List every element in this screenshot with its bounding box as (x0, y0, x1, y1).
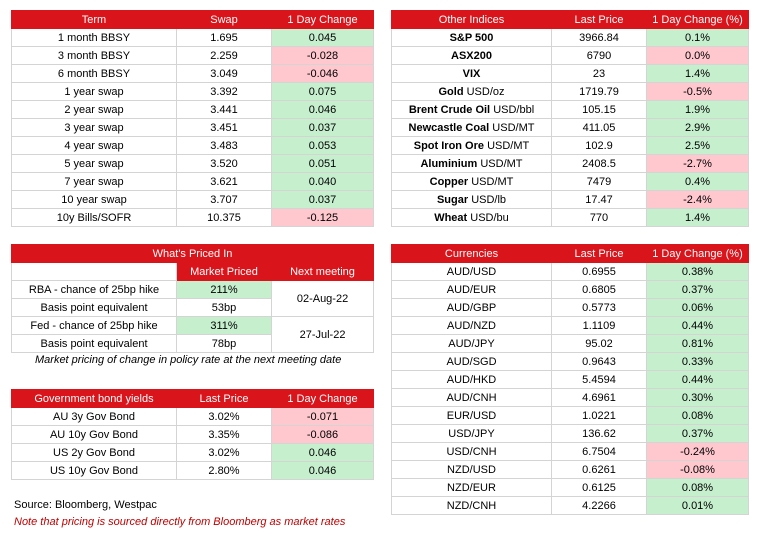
table-row (392, 371, 749, 389)
table-row (12, 29, 374, 47)
priced-value: 311% (177, 317, 272, 335)
currency-price: 0.9643 (552, 353, 647, 371)
index-name (392, 155, 552, 173)
index-price: 6790 (552, 47, 647, 65)
priced-meeting-date: 02-Aug-22 (272, 281, 374, 317)
swap-change: 0.046 (272, 101, 374, 119)
index-change: 1.4% (647, 65, 749, 83)
index-change: 2.5% (647, 137, 749, 155)
indices-table (391, 10, 749, 227)
index-change: 2.9% (647, 119, 749, 137)
bond-price: 2.80% (177, 462, 272, 480)
index-label: Newcastle Coal (408, 121, 490, 134)
index-name (392, 137, 552, 155)
bond-name: AU 10y Gov Bond (12, 426, 177, 444)
swap-value: 3.520 (177, 155, 272, 173)
index-change: -2.4% (647, 191, 749, 209)
index-change: 1.9% (647, 101, 749, 119)
priced-value: 53bp (177, 299, 272, 317)
bond-header-name: Government bond yields (12, 390, 177, 408)
priced-title: What's Priced In (12, 245, 374, 263)
index-name (392, 119, 552, 137)
currency-price: 0.6125 (552, 479, 647, 497)
swap-term: 4 year swap (12, 137, 177, 155)
bond-header-price: Last Price (177, 390, 272, 408)
currency-pair: NZD/EUR (392, 479, 552, 497)
table-row (12, 191, 374, 209)
index-label: Copper (429, 175, 469, 188)
index-name (392, 191, 552, 209)
table-row (392, 317, 749, 335)
indices-header-change: 1 Day Change (%) (647, 11, 749, 29)
bond-name: US 2y Gov Bond (12, 444, 177, 462)
currency-pair: USD/JPY (392, 425, 552, 443)
currency-price: 0.5773 (552, 299, 647, 317)
swap-term: 5 year swap (12, 155, 177, 173)
index-name (392, 173, 552, 191)
index-unit: USD/MT (471, 175, 514, 188)
currencies-table (391, 244, 749, 515)
swap-change: 0.051 (272, 155, 374, 173)
currency-change: 0.08% (647, 407, 749, 425)
swap-value: 3.451 (177, 119, 272, 137)
priced-value: 211% (177, 281, 272, 299)
index-change: 0.4% (647, 173, 749, 191)
currency-change: 0.33% (647, 353, 749, 371)
swap-value: 1.695 (177, 29, 272, 47)
table-row (392, 353, 749, 371)
currency-pair: NZD/USD (392, 461, 552, 479)
index-name (392, 29, 552, 47)
index-label: Sugar (436, 193, 469, 206)
index-name (392, 101, 552, 119)
swap-header-change: 1 Day Change (272, 11, 374, 29)
currency-price: 4.6961 (552, 389, 647, 407)
table-row (392, 497, 749, 515)
index-label: Brent Crude Oil (408, 103, 491, 116)
table-row (392, 443, 749, 461)
index-label: Spot Iron Ore (413, 139, 485, 152)
index-change: 0.1% (647, 29, 749, 47)
table-row (392, 83, 749, 101)
priced-value: 78bp (177, 335, 272, 353)
swap-header-term: Term (12, 11, 177, 29)
swap-table (11, 10, 374, 227)
table-row (392, 263, 749, 281)
bond-header-row (12, 390, 374, 408)
priced-title-row (12, 245, 374, 263)
table-row (392, 101, 749, 119)
currency-pair: EUR/USD (392, 407, 552, 425)
currency-price: 0.6955 (552, 263, 647, 281)
index-price: 770 (552, 209, 647, 227)
index-change: 1.4% (647, 209, 749, 227)
currency-price: 4.2266 (552, 497, 647, 515)
index-price: 411.05 (552, 119, 647, 137)
indices-header-price: Last Price (552, 11, 647, 29)
bond-price: 3.02% (177, 408, 272, 426)
swap-term: 6 month BBSY (12, 65, 177, 83)
currency-pair: AUD/JPY (392, 335, 552, 353)
currency-change: 0.44% (647, 371, 749, 389)
currency-price: 0.6261 (552, 461, 647, 479)
table-row (12, 408, 374, 426)
swap-term: 10y Bills/SOFR (12, 209, 177, 227)
table-row (12, 47, 374, 65)
table-row (392, 299, 749, 317)
bond-change: -0.086 (272, 426, 374, 444)
disclaimer-text: Note that pricing is sourced directly from Bloomberg as market rates (14, 516, 346, 528)
priced-meeting-date: 27-Jul-22 (272, 317, 374, 353)
table-row (12, 444, 374, 462)
table-row (12, 101, 374, 119)
table-row (392, 281, 749, 299)
index-label: VIX (462, 67, 481, 80)
index-unit: USD/MT (487, 139, 530, 152)
currencies-header-row (392, 245, 749, 263)
swap-change: 0.037 (272, 119, 374, 137)
table-row (392, 479, 749, 497)
currency-price: 95.02 (552, 335, 647, 353)
swap-change: -0.125 (272, 209, 374, 227)
indices-header-name: Other Indices (392, 11, 552, 29)
index-unit: USD/bu (470, 211, 509, 224)
currency-pair: USD/CNH (392, 443, 552, 461)
index-unit: USD/oz (466, 85, 505, 98)
table-row (392, 29, 749, 47)
currency-pair: AUD/USD (392, 263, 552, 281)
swap-change: -0.028 (272, 47, 374, 65)
currency-change: 0.37% (647, 281, 749, 299)
table-row (392, 47, 749, 65)
currency-pair: AUD/NZD (392, 317, 552, 335)
currency-change: 0.38% (647, 263, 749, 281)
index-label: ASX200 (451, 49, 492, 62)
currency-change: 0.30% (647, 389, 749, 407)
index-label: S&P 500 (449, 31, 494, 44)
index-change: 0.0% (647, 47, 749, 65)
swap-value: 3.392 (177, 83, 272, 101)
swap-change: -0.046 (272, 65, 374, 83)
currency-pair: AUD/CNH (392, 389, 552, 407)
index-price: 102.9 (552, 137, 647, 155)
table-row (392, 155, 749, 173)
index-price: 3966.84 (552, 29, 647, 47)
currency-pair: AUD/GBP (392, 299, 552, 317)
table-row (392, 425, 749, 443)
priced-label: Fed - chance of 25bp hike (12, 317, 177, 335)
index-price: 105.15 (552, 101, 647, 119)
swap-value: 3.483 (177, 137, 272, 155)
swap-change: 0.040 (272, 173, 374, 191)
index-price: 7479 (552, 173, 647, 191)
swap-header-row (12, 11, 374, 29)
bond-change: -0.071 (272, 408, 374, 426)
priced-label: Basis point equivalent (12, 299, 177, 317)
index-label: Aluminium (420, 157, 478, 170)
table-row (392, 209, 749, 227)
swap-value: 3.441 (177, 101, 272, 119)
priced-in-table (11, 244, 374, 353)
priced-header-blank (12, 263, 177, 281)
index-name (392, 65, 552, 83)
currency-price: 6.7504 (552, 443, 647, 461)
swap-term: 1 year swap (12, 83, 177, 101)
table-row (12, 83, 374, 101)
currency-pair: AUD/HKD (392, 371, 552, 389)
index-label: Wheat (434, 211, 468, 224)
table-row (392, 335, 749, 353)
swap-header-swap: Swap (177, 11, 272, 29)
index-name (392, 209, 552, 227)
table-row (12, 462, 374, 480)
currency-price: 5.4594 (552, 371, 647, 389)
priced-header-market: Market Priced (177, 263, 272, 281)
currency-change: 0.08% (647, 479, 749, 497)
currency-pair: AUD/EUR (392, 281, 552, 299)
index-change: -0.5% (647, 83, 749, 101)
table-row (392, 65, 749, 83)
index-unit: USD/MT (492, 121, 535, 134)
swap-value: 2.259 (177, 47, 272, 65)
swap-term: 2 year swap (12, 101, 177, 119)
bond-name: AU 3y Gov Bond (12, 408, 177, 426)
table-row (392, 119, 749, 137)
swap-term: 3 month BBSY (12, 47, 177, 65)
table-row (392, 389, 749, 407)
index-unit: USD/bbl (493, 103, 535, 116)
table-row (392, 137, 749, 155)
currency-price: 136.62 (552, 425, 647, 443)
table-row (392, 191, 749, 209)
swap-change: 0.075 (272, 83, 374, 101)
bond-name: US 10y Gov Bond (12, 462, 177, 480)
table-row (12, 155, 374, 173)
indices-header-row (392, 11, 749, 29)
swap-term: 1 month BBSY (12, 29, 177, 47)
currency-change: 0.37% (647, 425, 749, 443)
currency-change: 0.06% (647, 299, 749, 317)
index-name (392, 47, 552, 65)
table-row (12, 281, 374, 299)
index-change: -2.7% (647, 155, 749, 173)
currency-change: -0.24% (647, 443, 749, 461)
index-price: 1719.79 (552, 83, 647, 101)
currencies-header-name: Currencies (392, 245, 552, 263)
currency-price: 0.6805 (552, 281, 647, 299)
table-row (392, 461, 749, 479)
table-row (392, 173, 749, 191)
currencies-header-price: Last Price (552, 245, 647, 263)
priced-label: Basis point equivalent (12, 335, 177, 353)
table-row (12, 119, 374, 137)
swap-value: 3.707 (177, 191, 272, 209)
bond-header-change: 1 Day Change (272, 390, 374, 408)
index-price: 2408.5 (552, 155, 647, 173)
currency-pair: AUD/SGD (392, 353, 552, 371)
bond-price: 3.02% (177, 444, 272, 462)
currency-pair: NZD/CNH (392, 497, 552, 515)
currency-price: 1.1109 (552, 317, 647, 335)
currencies-header-change: 1 Day Change (%) (647, 245, 749, 263)
index-unit: USD/MT (480, 157, 523, 170)
currency-change: 0.01% (647, 497, 749, 515)
swap-value: 10.375 (177, 209, 272, 227)
swap-term: 10 year swap (12, 191, 177, 209)
table-row (12, 209, 374, 227)
index-label: Gold (438, 85, 464, 98)
priced-note: Market pricing of change in policy rate at the next meeting date (35, 354, 342, 366)
table-row (392, 407, 749, 425)
swap-change: 0.053 (272, 137, 374, 155)
table-row (12, 426, 374, 444)
table-row (12, 173, 374, 191)
swap-change: 0.037 (272, 191, 374, 209)
priced-header-meeting: Next meeting (272, 263, 374, 281)
table-row (12, 317, 374, 335)
table-row (12, 65, 374, 83)
priced-label: RBA - chance of 25bp hike (12, 281, 177, 299)
currency-change: 0.44% (647, 317, 749, 335)
swap-term: 3 year swap (12, 119, 177, 137)
bond-table (11, 389, 374, 480)
index-unit: USD/lb (471, 193, 507, 206)
index-price: 17.47 (552, 191, 647, 209)
bond-price: 3.35% (177, 426, 272, 444)
currency-price: 1.0221 (552, 407, 647, 425)
currency-change: 0.81% (647, 335, 749, 353)
source-text: Source: Bloomberg, Westpac (14, 499, 157, 511)
swap-value: 3.621 (177, 173, 272, 191)
currency-change: -0.08% (647, 461, 749, 479)
index-name (392, 83, 552, 101)
table-row (12, 137, 374, 155)
bond-change: 0.046 (272, 462, 374, 480)
swap-term: 7 year swap (12, 173, 177, 191)
index-price: 23 (552, 65, 647, 83)
swap-change: 0.045 (272, 29, 374, 47)
swap-value: 3.049 (177, 65, 272, 83)
bond-change: 0.046 (272, 444, 374, 462)
priced-header-row (12, 263, 374, 281)
